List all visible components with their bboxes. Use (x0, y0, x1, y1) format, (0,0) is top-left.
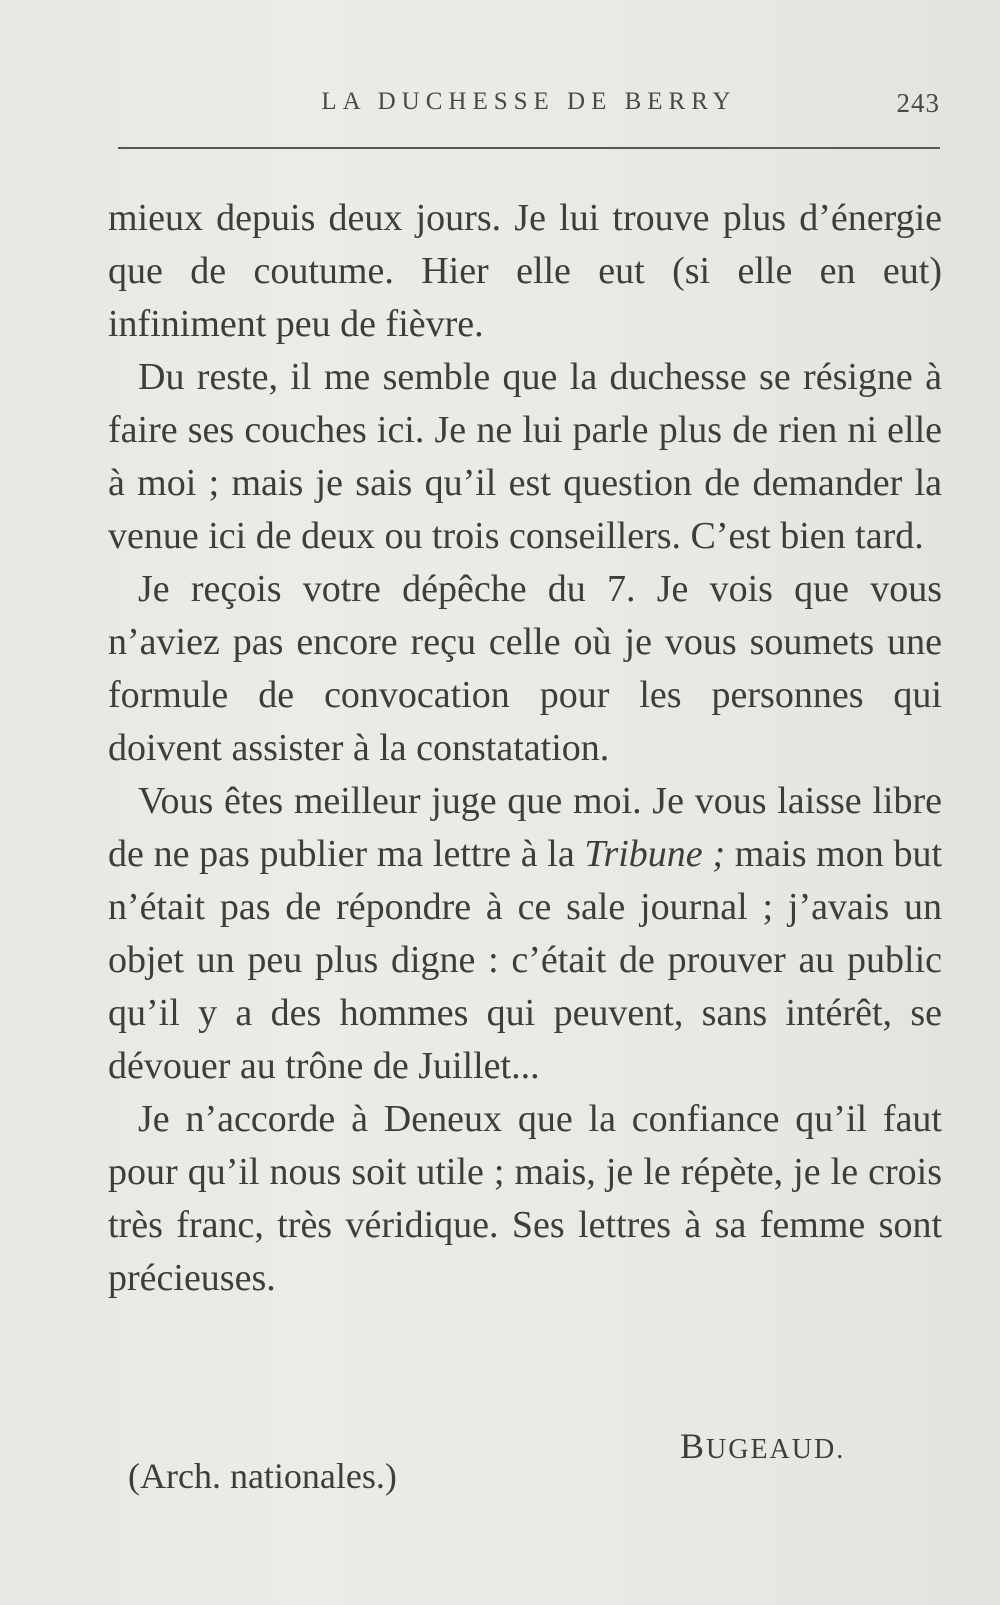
signature-initial: B (680, 1426, 707, 1466)
paragraph-4-text-a: Vous êtes meilleur juge que moi. Je vous laisse libre de ne pas publier ma lettre à la (108, 780, 942, 875)
paragraph-4 (108, 775, 942, 1093)
paragraph-3: Je reçois votre dépêche du 7. Je vois que vous n’aviez pas encore reçu celle où je vous soumets une formule de convocation pour les personnes qui doivent assister à la constatation. (108, 568, 942, 769)
paragraph-4-text-b: mais mon but n’était pas de répondre à ce sale journal ; j’avais un objet un peu plus digne : c’était de prouver au public qu’il y a des hommes qui peuvent, sans intérêt, se dévouer au trône de Juillet... (108, 833, 943, 1087)
running-head (118, 86, 940, 126)
running-title: LA DUCHESSE DE BERRY (321, 88, 737, 115)
paragraph-1: mieux depuis deux jours. Je lui trouve plus d’énergie que de coutume. Hier elle eut (si elle en eut) infiniment peu de fièvre. (108, 197, 942, 345)
signature-rest: UGEAUD. (706, 1434, 846, 1465)
source-citation: (Arch. nationales.) (128, 1456, 397, 1496)
page-number: 243 (896, 88, 940, 118)
header-rule (118, 147, 940, 149)
paragraph-5: Je n’accorde à Deneux que la confiance qu’il faut pour qu’il nous soit utile ; mais, je le répète, je le crois très franc, très véridique. Ses lettres à sa femme sont précieuses. (108, 1098, 942, 1299)
newspaper-title: Tribune ; (584, 833, 726, 875)
paragraph-2: Du reste, il me semble que la duchesse se résigne à faire ses couches ici. Je ne lui parle plus de rien ni elle à moi ; mais je sais qu’il est question de demander la venue ici de deux ou trois conseillers. C’est bien tard. (108, 356, 942, 557)
body-text (108, 192, 942, 1305)
signature (680, 1425, 845, 1467)
